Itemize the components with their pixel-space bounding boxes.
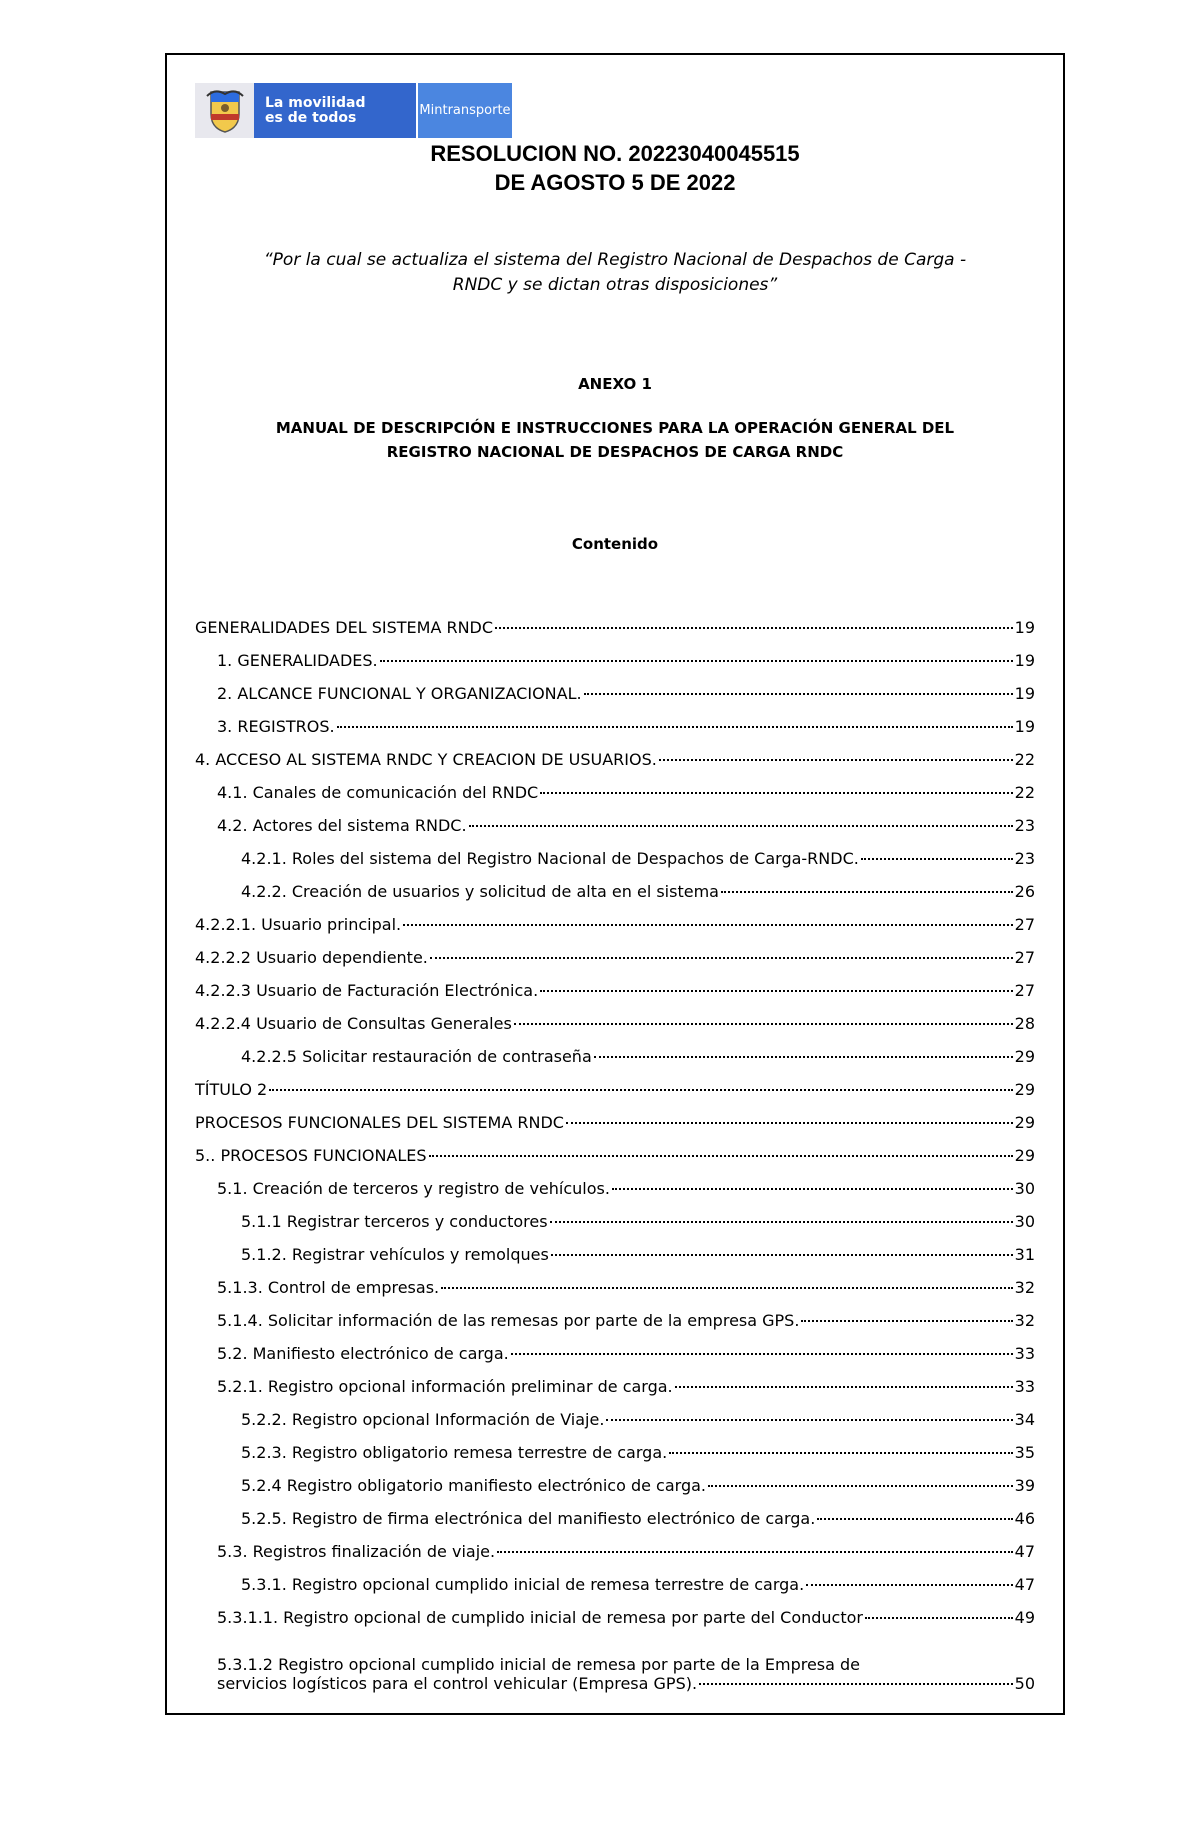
toc-dot-leader	[497, 1551, 1013, 1553]
toc-entry-title: 4.2.2.1. Usuario principal.	[195, 915, 402, 934]
toc-entry-page: 33	[1014, 1344, 1035, 1363]
toc-entry[interactable]	[195, 750, 1035, 783]
logo-line1: La movilidad	[265, 94, 366, 111]
toc-entry[interactable]	[195, 717, 1035, 750]
toc-entry-title: 3. REGISTROS.	[217, 717, 335, 736]
toc-entry[interactable]	[195, 1014, 1035, 1047]
toc-entry-title: 5.2. Manifiesto electrónico de carga.	[217, 1344, 509, 1363]
toc-entry-title: 5.1. Creación de terceros y registro de vehículos.	[217, 1179, 610, 1198]
toc-entry-page: 19	[1014, 684, 1035, 703]
toc-entry-title: 5.2.5. Registro de firma electrónica del manifiesto electrónico de carga.	[241, 1509, 816, 1528]
toc-entry[interactable]	[195, 915, 1035, 948]
toc-entry[interactable]	[195, 1080, 1035, 1113]
toc-dot-leader	[669, 1452, 1012, 1454]
toc-entry[interactable]	[195, 651, 1035, 684]
toc-entry-title: 4.2. Actores del sistema RNDC.	[217, 816, 467, 835]
toc-entry-page: 19	[1014, 618, 1035, 637]
subtitle-line2: RNDC y se dictan otras disposiciones”	[452, 275, 778, 295]
toc-dot-leader	[861, 858, 1013, 860]
toc-dot-leader	[514, 1023, 1013, 1025]
toc-dot-leader	[380, 660, 1013, 662]
toc-dot-leader	[403, 924, 1013, 926]
toc-dot-leader	[606, 1419, 1012, 1421]
toc-entry-page: 23	[1014, 849, 1035, 868]
toc-entry-title: 5.2.4 Registro obligatorio manifiesto electrónico de carga.	[241, 1476, 706, 1495]
toc-dot-leader	[806, 1584, 1012, 1586]
coat-of-arms-icon	[195, 83, 254, 138]
logo-slogan	[254, 83, 416, 138]
toc-entry-title: 5.3.1. Registro opcional cumplido inicial de remesa terrestre de carga.	[241, 1575, 805, 1594]
toc-entry[interactable]	[195, 1410, 1035, 1443]
toc-dot-leader	[469, 825, 1013, 827]
manual-title-line1: MANUAL DE DESCRIPCIÓN E INSTRUCCIONES PARA LA OPERACIÓN GENERAL DEL	[275, 419, 955, 437]
toc-entry-title: 2. ALCANCE FUNCIONAL Y ORGANIZACIONAL.	[217, 684, 582, 703]
toc-entry-title: PROCESOS FUNCIONALES DEL SISTEMA RNDC	[195, 1113, 564, 1132]
toc-entry-page: 47	[1014, 1542, 1035, 1561]
toc-entry-title: 5.2.3. Registro obligatorio remesa terrestre de carga.	[241, 1443, 668, 1462]
toc-entry[interactable]	[195, 1113, 1035, 1146]
toc-entry-page: 29	[1014, 1047, 1035, 1066]
toc-entry-title: 4.2.2.2 Usuario dependiente.	[195, 948, 428, 967]
toc-dot-leader	[708, 1485, 1013, 1487]
toc-entry-page: 27	[1014, 915, 1035, 934]
toc-dot-leader	[430, 957, 1013, 959]
ministry-logo	[195, 83, 512, 138]
toc-dot-leader	[699, 1683, 1013, 1685]
toc-entry-title: 5.2.1. Registro opcional información preliminar de carga.	[217, 1377, 673, 1396]
annex-label: ANEXO 1	[578, 375, 652, 393]
toc-dot-leader	[801, 1320, 1012, 1322]
toc-entry-page: 32	[1014, 1311, 1035, 1330]
toc-entry-title: 4. ACCESO AL SISTEMA RNDC Y CREACION DE USUARIOS.	[195, 750, 657, 769]
toc-entry[interactable]	[195, 1509, 1035, 1542]
toc-entry[interactable]	[195, 783, 1035, 816]
toc-entry-page: 35	[1014, 1443, 1035, 1462]
table-of-contents	[195, 618, 1035, 1693]
toc-entry-page: 30	[1014, 1212, 1035, 1231]
toc-dot-leader	[540, 990, 1012, 992]
toc-entry-page: 31	[1014, 1245, 1035, 1264]
toc-entry-title: 5.. PROCESOS FUNCIONALES	[195, 1146, 427, 1165]
toc-entry[interactable]	[195, 1179, 1035, 1212]
toc-entry-page: 26	[1014, 882, 1035, 901]
toc-entry[interactable]	[195, 1476, 1035, 1509]
toc-dot-leader	[817, 1518, 1012, 1520]
toc-entry[interactable]	[195, 816, 1035, 849]
toc-entry-page: 19	[1014, 651, 1035, 670]
toc-entry-title: 4.2.2. Creación de usuarios y solicitud de alta en el sistema	[241, 882, 719, 901]
toc-entry[interactable]	[195, 1212, 1035, 1245]
toc-entry-title: TÍTULO 2	[195, 1080, 268, 1099]
toc-entry[interactable]	[195, 882, 1035, 915]
toc-entry-title: 4.2.2.4 Usuario de Consultas Generales	[195, 1014, 512, 1033]
toc-dot-leader	[566, 1122, 1013, 1124]
toc-entry[interactable]	[195, 684, 1035, 717]
toc-entry[interactable]	[195, 1146, 1035, 1179]
logo-brand: Mintransporte	[418, 83, 512, 138]
toc-entry-title: 5.2.2. Registro opcional Información de Viaje.	[241, 1410, 605, 1429]
toc-entry[interactable]	[195, 618, 1035, 651]
toc-entry[interactable]	[195, 1344, 1035, 1377]
toc-dot-leader	[865, 1617, 1013, 1619]
toc-entry[interactable]	[195, 849, 1035, 882]
toc-dot-leader	[495, 627, 1013, 629]
toc-entry-page: 28	[1014, 1014, 1035, 1033]
toc-entry-title: 5.1.3. Control de empresas.	[217, 1278, 440, 1297]
toc-entry-page: 19	[1014, 717, 1035, 736]
toc-entry-page: 27	[1014, 981, 1035, 1000]
toc-entry-title-line2: servicios logísticos para el control vehicular (Empresa GPS).	[217, 1674, 698, 1693]
toc-entry-title-line1: 5.3.1.2 Registro opcional cumplido inicial de remesa por parte de la Empresa de	[217, 1655, 861, 1674]
subtitle-line1: “Por la cual se actualiza el sistema del Registro Nacional de Despachos de Carga -	[263, 250, 967, 270]
toc-entry-title: 5.1.1 Registrar terceros y conductores	[241, 1212, 548, 1231]
toc-entry[interactable]	[195, 1245, 1035, 1278]
toc-entry-page: 32	[1014, 1278, 1035, 1297]
toc-dot-leader	[441, 1287, 1013, 1289]
toc-entry-title: GENERALIDADES DEL SISTEMA RNDC	[195, 618, 494, 637]
toc-entry[interactable]	[195, 1608, 1035, 1641]
toc-entry-page: 22	[1014, 750, 1035, 769]
toc-entry-page: 22	[1014, 783, 1035, 802]
toc-dot-leader	[594, 1056, 1013, 1058]
toc-dot-leader	[269, 1089, 1012, 1091]
toc-dot-leader	[540, 792, 1012, 794]
toc-dot-leader	[612, 1188, 1013, 1190]
resolution-number: RESOLUCION NO. 20223040045515	[430, 141, 800, 166]
toc-entry-title: 4.1. Canales de comunicación del RNDC	[217, 783, 539, 802]
toc-entry[interactable]	[195, 1575, 1035, 1608]
toc-entry-title: 4.2.2.5 Solicitar restauración de contraseña	[241, 1047, 592, 1066]
toc-entry[interactable]	[195, 1443, 1035, 1476]
toc-entry[interactable]	[195, 1047, 1035, 1080]
resolution-date: DE AGOSTO 5 DE 2022	[494, 170, 736, 195]
toc-entry-title: 5.1.2. Registrar vehículos y remolques	[241, 1245, 549, 1264]
toc-entry[interactable]	[195, 981, 1035, 1014]
toc-dot-leader	[337, 726, 1013, 728]
toc-entry-page: 29	[1014, 1146, 1035, 1165]
toc-dot-leader	[429, 1155, 1013, 1157]
manual-title-line2: REGISTRO NACIONAL DE DESPACHOS DE CARGA RNDC	[386, 443, 844, 461]
logo-line2: es de todos	[265, 109, 357, 126]
toc-entry[interactable]	[195, 1278, 1035, 1311]
toc-entry-page: 30	[1014, 1179, 1035, 1198]
toc-entry-title: 5.3.1.1. Registro opcional de cumplido inicial de remesa por parte del Conductor	[217, 1608, 863, 1627]
toc-entry-page: 39	[1014, 1476, 1035, 1495]
toc-entry[interactable]	[195, 948, 1035, 981]
toc-dot-leader	[659, 759, 1013, 761]
toc-entry-page: 34	[1014, 1410, 1035, 1429]
toc-dot-leader	[675, 1386, 1013, 1388]
toc-entry-page: 50	[1014, 1674, 1035, 1693]
toc-entry-page: 23	[1014, 816, 1035, 835]
contents-heading: Contenido	[571, 535, 659, 553]
toc-entry-title: 4.2.2.3 Usuario de Facturación Electrónica.	[195, 981, 539, 1000]
toc-entry[interactable]	[195, 1377, 1035, 1410]
toc-entry[interactable]	[195, 1542, 1035, 1575]
toc-entry[interactable]	[195, 1311, 1035, 1344]
toc-entry-page: 29	[1014, 1080, 1035, 1099]
toc-entry-title: 4.2.1. Roles del sistema del Registro Nacional de Despachos de Carga-RNDC.	[241, 849, 859, 868]
toc-dot-leader	[721, 891, 1013, 893]
toc-entry-title: 5.1.4. Solicitar información de las remesas por parte de la empresa GPS.	[217, 1311, 800, 1330]
toc-entry-page: 29	[1014, 1113, 1035, 1132]
toc-dot-leader	[511, 1353, 1013, 1355]
toc-entry-page: 47	[1014, 1575, 1035, 1594]
toc-dot-leader	[584, 693, 1013, 695]
toc-entry-page: 33	[1014, 1377, 1035, 1396]
toc-dot-leader	[550, 1221, 1013, 1223]
toc-entry[interactable]	[195, 1641, 1035, 1693]
toc-dot-leader	[551, 1254, 1013, 1256]
toc-entry-title: 1. GENERALIDADES.	[217, 651, 378, 670]
toc-entry-page: 27	[1014, 948, 1035, 967]
toc-entry-page: 49	[1014, 1608, 1035, 1627]
toc-entry-page: 46	[1014, 1509, 1035, 1528]
toc-entry-title: 5.3. Registros finalización de viaje.	[217, 1542, 496, 1561]
